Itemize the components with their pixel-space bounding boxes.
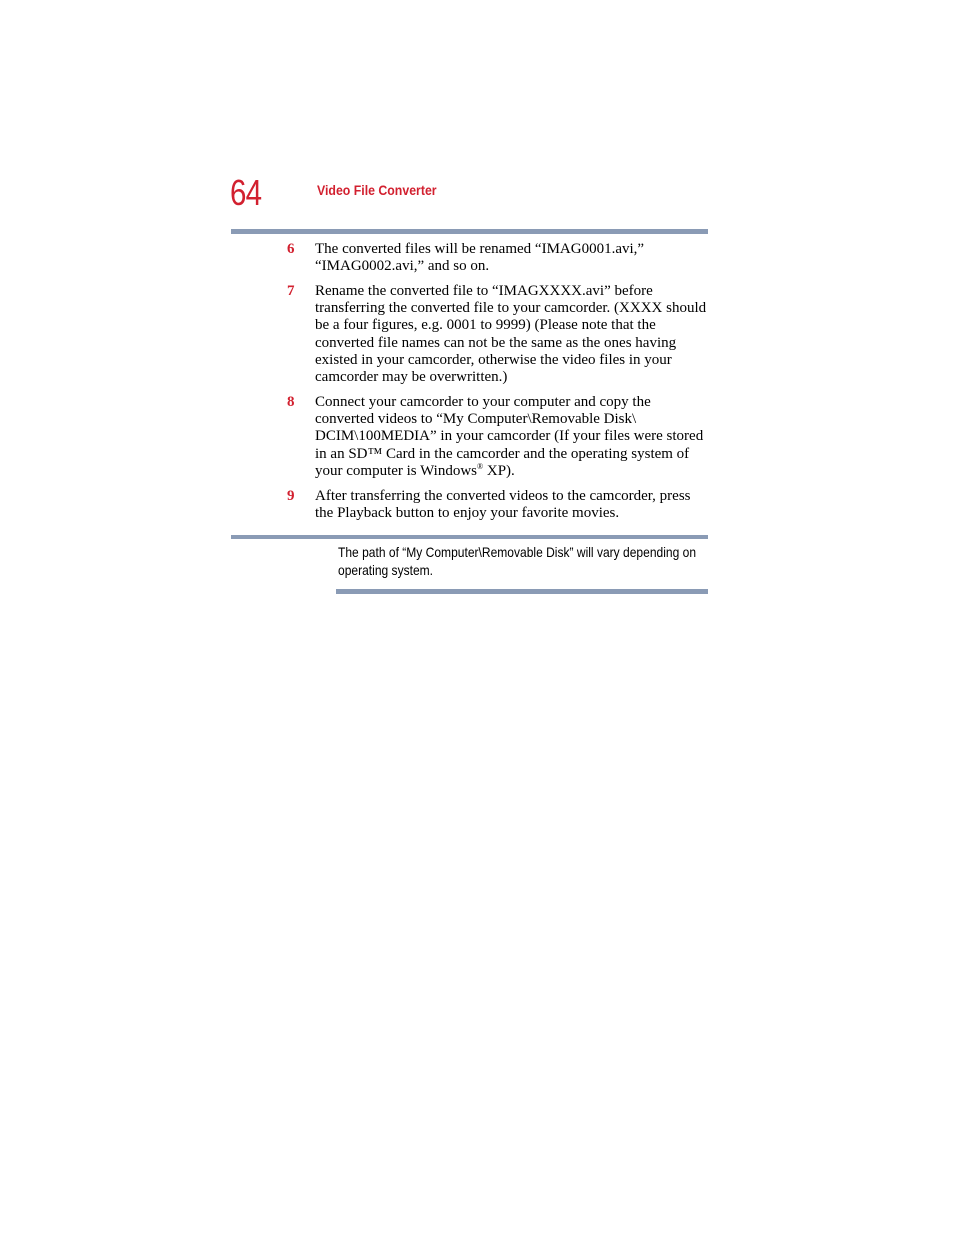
running-head: Video File Converter <box>317 182 437 198</box>
step-text: After transferring the converted videos to the camcorder, press the Playback button to enjoy your favorite movies. <box>315 488 691 522</box>
step-number: 7 <box>287 283 295 299</box>
note-top-rule <box>231 535 708 539</box>
step-text-main: Connect your camcorder to your computer and copy the converted videos to “My Computer\Removable Disk\ DCIM\100MEDIA” in your camcorder (If your files were stored in an SD™ Card in the camcorder and the operating system of your computer is Windows <box>315 394 704 479</box>
step-text: The converted files will be renamed “IMAG0001.avi,” “IMAG0002.avi,” and so on. <box>315 241 645 275</box>
note-text: The path of “My Computer\Removable Disk” will vary depending on operating system. <box>338 544 697 578</box>
note-bottom-rule <box>336 589 708 594</box>
step-number: 8 <box>287 394 295 410</box>
step-number: 9 <box>287 488 295 504</box>
page-number: 64 <box>230 172 262 213</box>
registered-mark: ® <box>477 461 484 471</box>
step-number: 6 <box>287 241 295 257</box>
step-text <box>315 394 710 480</box>
top-rule <box>231 229 708 234</box>
step-text: Rename the converted file to “IMAGXXXX.avi” before transferring the converted file to your camcorder. (XXXX should be a four figures, e.g. 0001 to 9999) (Please note that the converted file names can not be the same as the ones having existed in your camcorder, otherwise the video files in your camcorder may be overwritten.) <box>315 283 707 386</box>
step-text-end: XP). <box>483 462 515 479</box>
